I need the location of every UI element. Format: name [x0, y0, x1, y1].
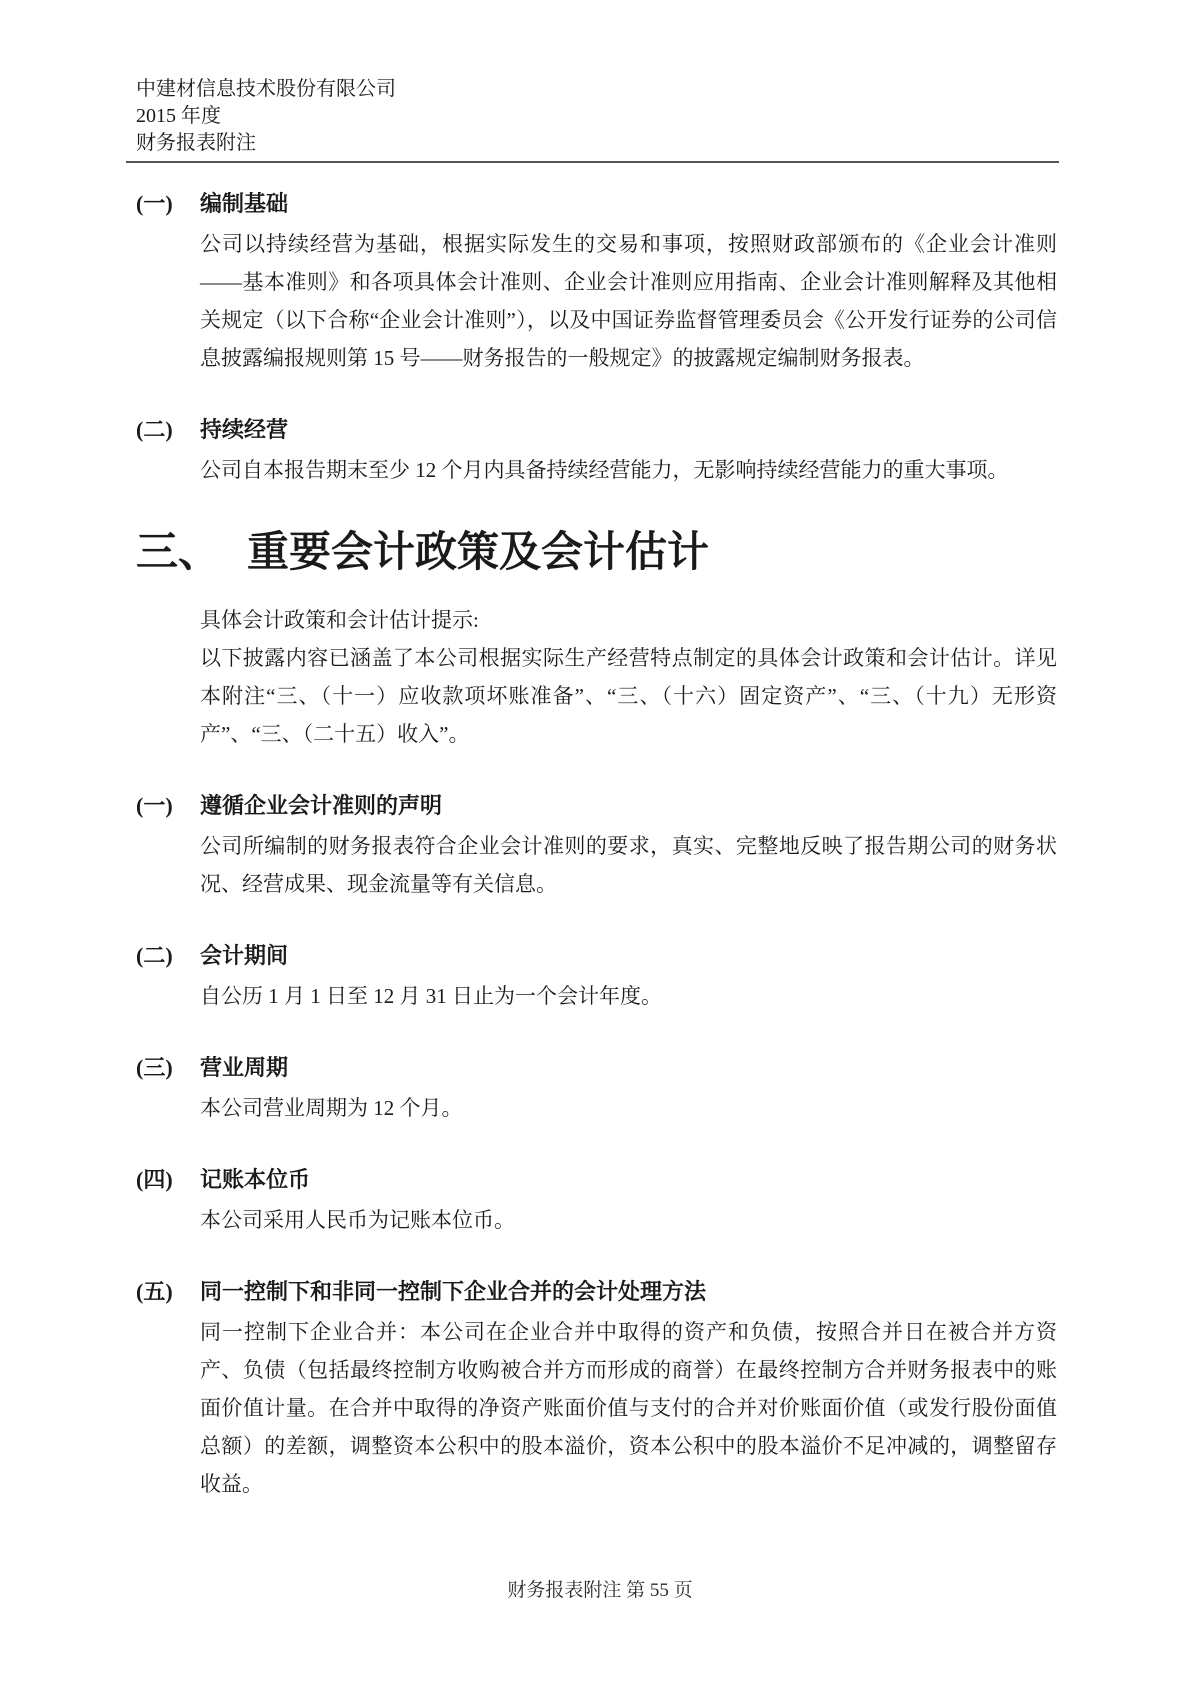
section-title: 遵循企业会计准则的声明	[200, 793, 443, 818]
section-number: (五)	[136, 1279, 173, 1304]
section-heading	[136, 1279, 1057, 1305]
section-heading	[136, 793, 1057, 819]
header-rule	[126, 161, 1059, 163]
chapter-intro	[200, 601, 1057, 753]
section-heading	[136, 1055, 1057, 1081]
section-paragraph: 自公历 1 月 1 日至 12 月 31 日止为一个会计年度。	[200, 984, 662, 1008]
section-title: 编制基础	[200, 191, 289, 216]
section-title: 营业周期	[200, 1055, 289, 1080]
section-heading	[136, 417, 1057, 443]
section-paragraph: 本公司营业周期为 12 个月。	[200, 1096, 463, 1120]
section-number: (一)	[136, 793, 173, 818]
section-heading	[136, 943, 1057, 969]
header-company: 中建材信息技术股份有限公司	[136, 78, 396, 100]
section-heading	[136, 191, 1057, 217]
section-title: 记账本位币	[200, 1167, 311, 1192]
section-paragraph: 公司所编制的财务报表符合企业会计准则的要求，真实、完整地反映了报告期公司的财务状况、经营成果、现金流量等有关信息。	[200, 834, 1057, 896]
section-paragraph: 本公司采用人民币为记账本位币。	[200, 1208, 515, 1232]
section-paragraph: 公司自本报告期末至少 12 个月内具备持续经营能力，无影响持续经营能力的重大事项。	[200, 458, 1009, 482]
section-number: (四)	[136, 1167, 173, 1192]
section-heading	[136, 1167, 1057, 1193]
intro-paragraph: 以下披露内容已涵盖了本公司根据实际生产经营特点制定的具体会计政策和会计估计。详见本附注“三、（十一）应收款项坏账准备”、“三、（十六）固定资产”、“三、（十九）无形资产”、“三、（二十五）收入”。	[200, 646, 1057, 746]
section-title: 会计期间	[200, 943, 289, 968]
section-title: 同一控制下和非同一控制下企业合并的会计处理方法	[200, 1279, 707, 1304]
section-operating-cycle	[136, 1055, 1057, 1127]
section-title: 持续经营	[200, 417, 289, 442]
section-functional-currency	[136, 1167, 1057, 1239]
page-footer	[0, 1575, 1200, 1602]
section-number: (二)	[136, 417, 173, 442]
section-paragraph: 公司以持续经营为基础，根据实际发生的交易和事项，按照财政部颁布的《企业会计准则——基本准则》和各项具体会计准则、企业会计准则应用指南、企业会计准则解释及其他相关规定（以下合称“企业会计准则”），以及中国证券监督管理委员会《公开发行证券的公司信息披露编报规则第 15 号——财务报告的一般规定》的披露规定编制财务报表。	[200, 232, 1057, 370]
section-number: (二)	[136, 943, 173, 968]
intro-hint: 具体会计政策和会计估计提示:	[200, 608, 479, 632]
chapter-heading	[136, 529, 1057, 577]
section-number: (三)	[136, 1055, 173, 1080]
header-year: 2015 年度	[136, 105, 221, 127]
section-paragraph: 同一控制下企业合并：本公司在企业合并中取得的资产和负债，按照合并日在被合并方资产、负债（包括最终控制方收购被合并方而形成的商誉）在最终控制方合并财务报表中的账面价值计量。在合并中取得的净资产账面价值与支付的合并对价账面价值（或发行股份面值总额）的差额，调整资本公积中的股本溢价，资本公积中的股本溢价不足冲减的，调整留存收益。	[200, 1320, 1057, 1496]
section-going-concern	[136, 417, 1057, 489]
page-number: 财务报表附注 第 55 页	[507, 1580, 693, 1601]
section-accounting-period	[136, 943, 1057, 1015]
chapter-number: 三、	[136, 530, 221, 576]
chapter-title: 重要会计政策及会计估计	[247, 530, 710, 576]
section-number: (一)	[136, 191, 173, 216]
section-business-combinations	[136, 1279, 1057, 1503]
header-doc-title: 财务报表附注	[136, 132, 256, 154]
document-header	[136, 76, 1057, 157]
section-basis-of-preparation	[136, 191, 1057, 377]
section-compliance-statement	[136, 793, 1057, 903]
